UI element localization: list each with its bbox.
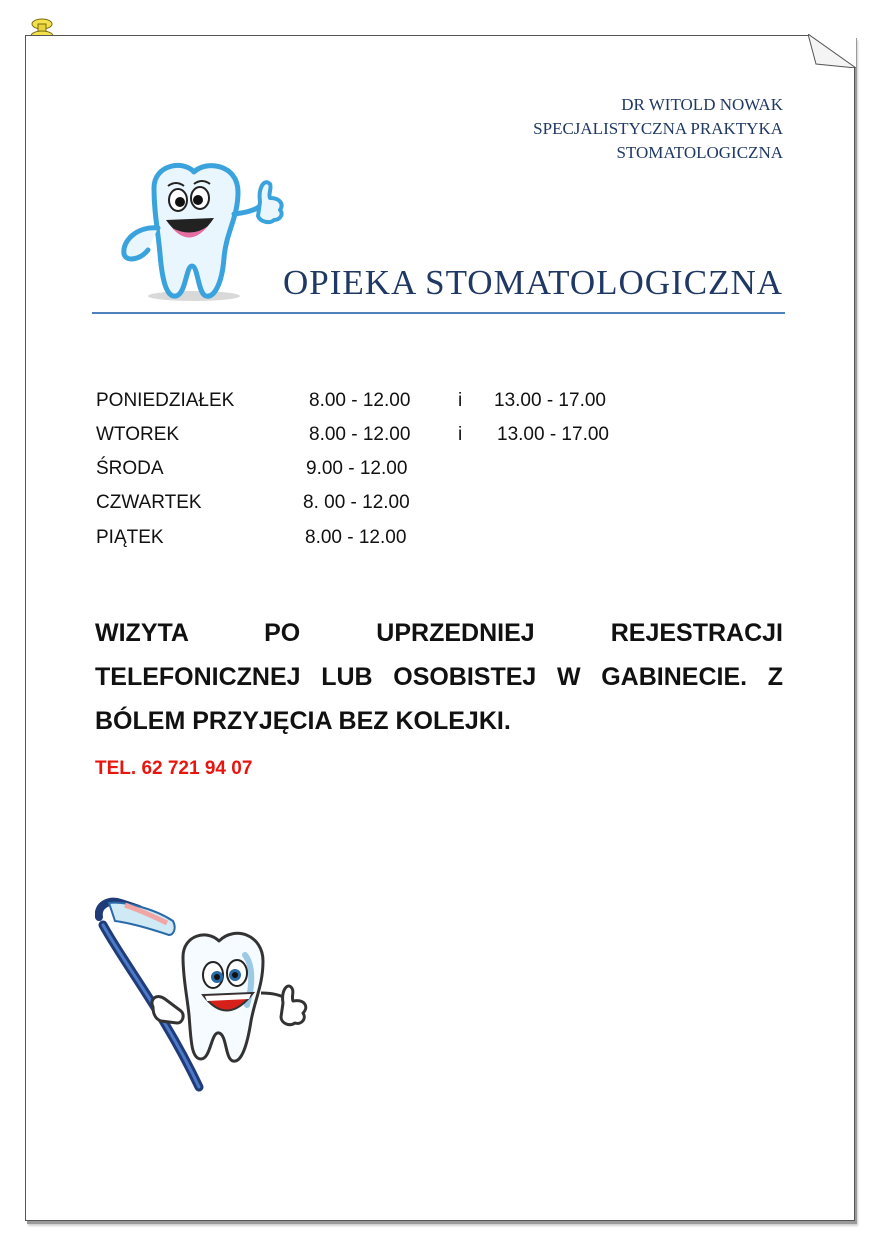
afternoon-hours: 13.00 - 17.00 xyxy=(497,424,609,445)
smiling-tooth-thumbs-up-icon xyxy=(114,158,290,304)
morning-hours: 9.00 - 12.00 xyxy=(306,458,408,479)
page-fold-corner xyxy=(808,34,856,68)
day-label: ŚRODA xyxy=(96,458,164,479)
morning-hours: 8.00 - 12.00 xyxy=(305,527,407,548)
day-label: CZWARTEK xyxy=(96,492,202,513)
page-title: OPIEKA STOMATOLOGICZNA xyxy=(282,263,783,302)
practice-type-line2: STOMATOLOGICZNA xyxy=(616,143,783,162)
title-underline xyxy=(92,312,785,314)
hours-separator: i xyxy=(458,424,463,445)
phone-number: TEL. 62 721 94 07 xyxy=(95,758,253,779)
practice-type-line1: SPECJALISTYCZNA PRAKTYKA xyxy=(533,119,783,138)
doctor-name: DR WITOLD NOWAK xyxy=(621,95,783,114)
morning-hours: 8. 00 - 12.00 xyxy=(303,492,410,513)
day-label: PONIEDZIAŁEK xyxy=(96,390,235,411)
day-label: PIĄTEK xyxy=(96,527,164,548)
visit-notice: WIZYTA PO UPRZEDNIEJ REJESTRACJI TELEFONICZNEJ LUB OSOBISTEJ W GABINECIE. Z BÓLEM PRZYJĘCIA BEZ KOLEJKI. xyxy=(95,619,783,735)
afternoon-hours: 13.00 - 17.00 xyxy=(494,390,606,411)
day-label: WTOREK xyxy=(96,424,180,445)
tooth-with-toothbrush-icon xyxy=(95,895,320,1095)
morning-hours: 8.00 - 12.00 xyxy=(309,424,411,445)
hours-separator: i xyxy=(458,390,463,411)
morning-hours: 8.00 - 12.00 xyxy=(309,390,411,411)
practice-header xyxy=(533,93,783,165)
